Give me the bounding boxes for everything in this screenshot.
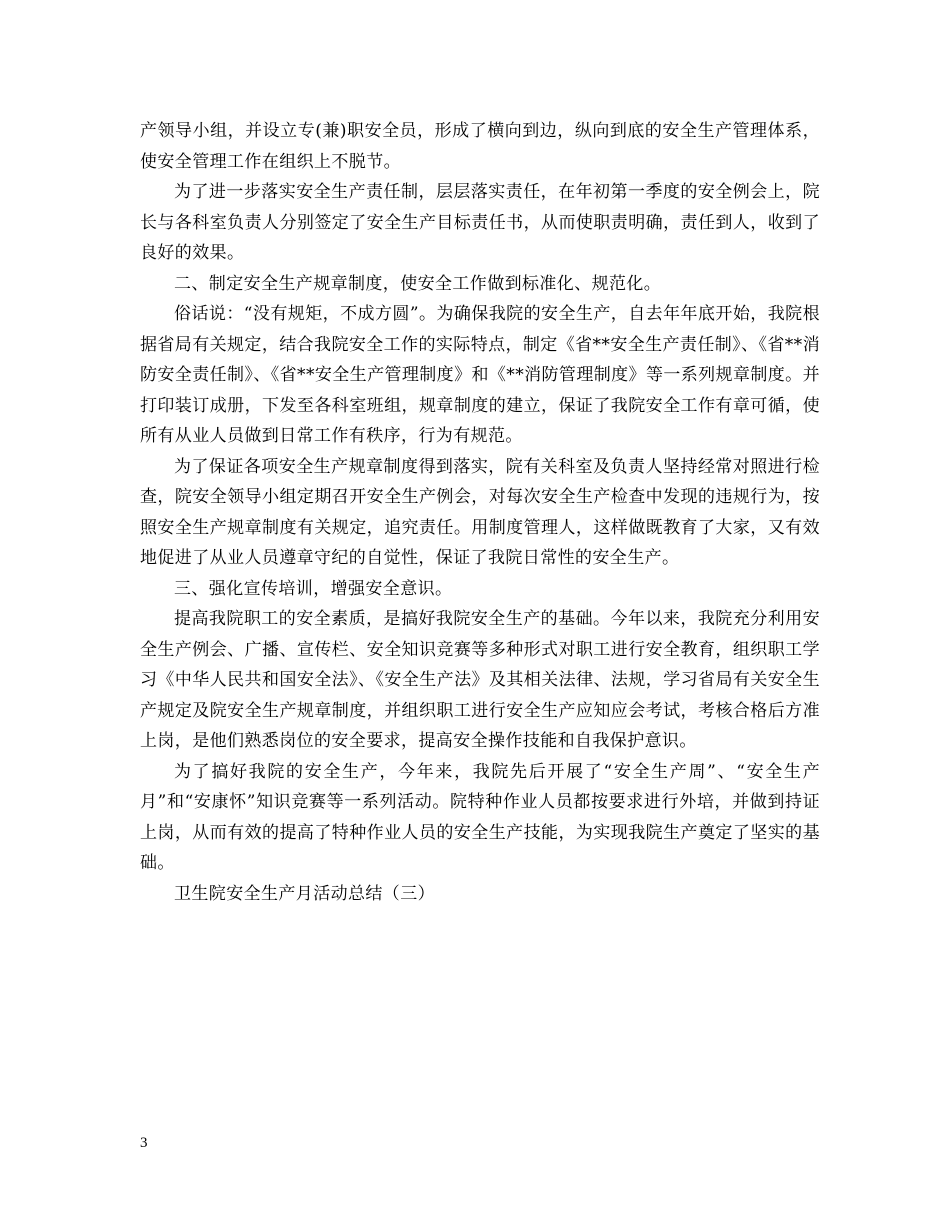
section-heading: 二、制定安全生产规章制度，使安全工作做到标准化、规范化。 [174, 273, 662, 294]
paragraph: 产领导小组，并设立专(兼)职安全员，形成了横向到边，纵向到底的安全生产管理体系，使安全管理工作在组织上不脱节。 [140, 121, 820, 172]
section-heading: 三、强化宣传培训，增强安全意识。 [174, 578, 453, 599]
paragraph: 为了保证各项安全生产规章制度得到落实，院有关科室及负责人坚持经常对照进行检查，院安全领导小组定期召开安全生产例会，对每次安全生产检查中发现的违规行为，按照安全生产规章制度有关规定，追究责任。用制度管理人，这样做既教育了大家，又有效地促进了从业人员遵章守纪的自觉性，保证了我院日常性的安全生产。 [140, 456, 820, 568]
paragraph: 为了进一步落实安全生产责任制，层层落实责任，在年初第一季度的安全例会上，院长与各科室负责人分别签定了安全生产目标责任书，从而使职责明确，责任到人，收到了良好的效果。 [140, 182, 820, 263]
paragraph: 俗话说：“没有规矩，不成方圆”。为确保我院的安全生产，自去年年底开始，我院根据省局有关规定，结合我院安全工作的实际特点，制定《省**安全生产责任制》、《省**消防安全责任制》、《省**安全生产管理制度》和《**消防管理制度》等一系列规章制度。并打印装订成册，下发至各科室班组，规章制度的建立，保证了我院安全工作有章可循，使所有从业人员做到日常工作有秩序，行为有规范。 [140, 304, 820, 446]
document-body [140, 116, 820, 909]
document-subtitle: 卫生院安全生产月活动总结（三） [174, 883, 435, 904]
page-number: 3 [140, 1135, 148, 1151]
paragraph: 为了搞好我院的安全生产，今年来，我院先后开展了“安全生产周”、“安全生产月”和“安康怀”知识竞赛等一系列活动。院特种作业人员都按要求进行外培，并做到持证上岗，从而有效的提高了特种作业人员的安全生产技能，为实现我院生产奠定了坚实的基础。 [140, 761, 820, 873]
paragraph: 提高我院职工的安全素质，是搞好我院安全生产的基础。今年以来，我院充分利用安全生产例会、广播、宣传栏、安全知识竞赛等多种形式对职工进行安全教育，组织职工学习《中华人民共和国安全法》、《安全生产法》及其相关法律、法规，学习省局有关安全生产规定及院安全生产规章制度，并组织职工进行安全生产应知应会考试，考核合格后方准上岗，是他们熟悉岗位的安全要求，提高安全操作技能和自我保护意识。 [140, 609, 820, 751]
